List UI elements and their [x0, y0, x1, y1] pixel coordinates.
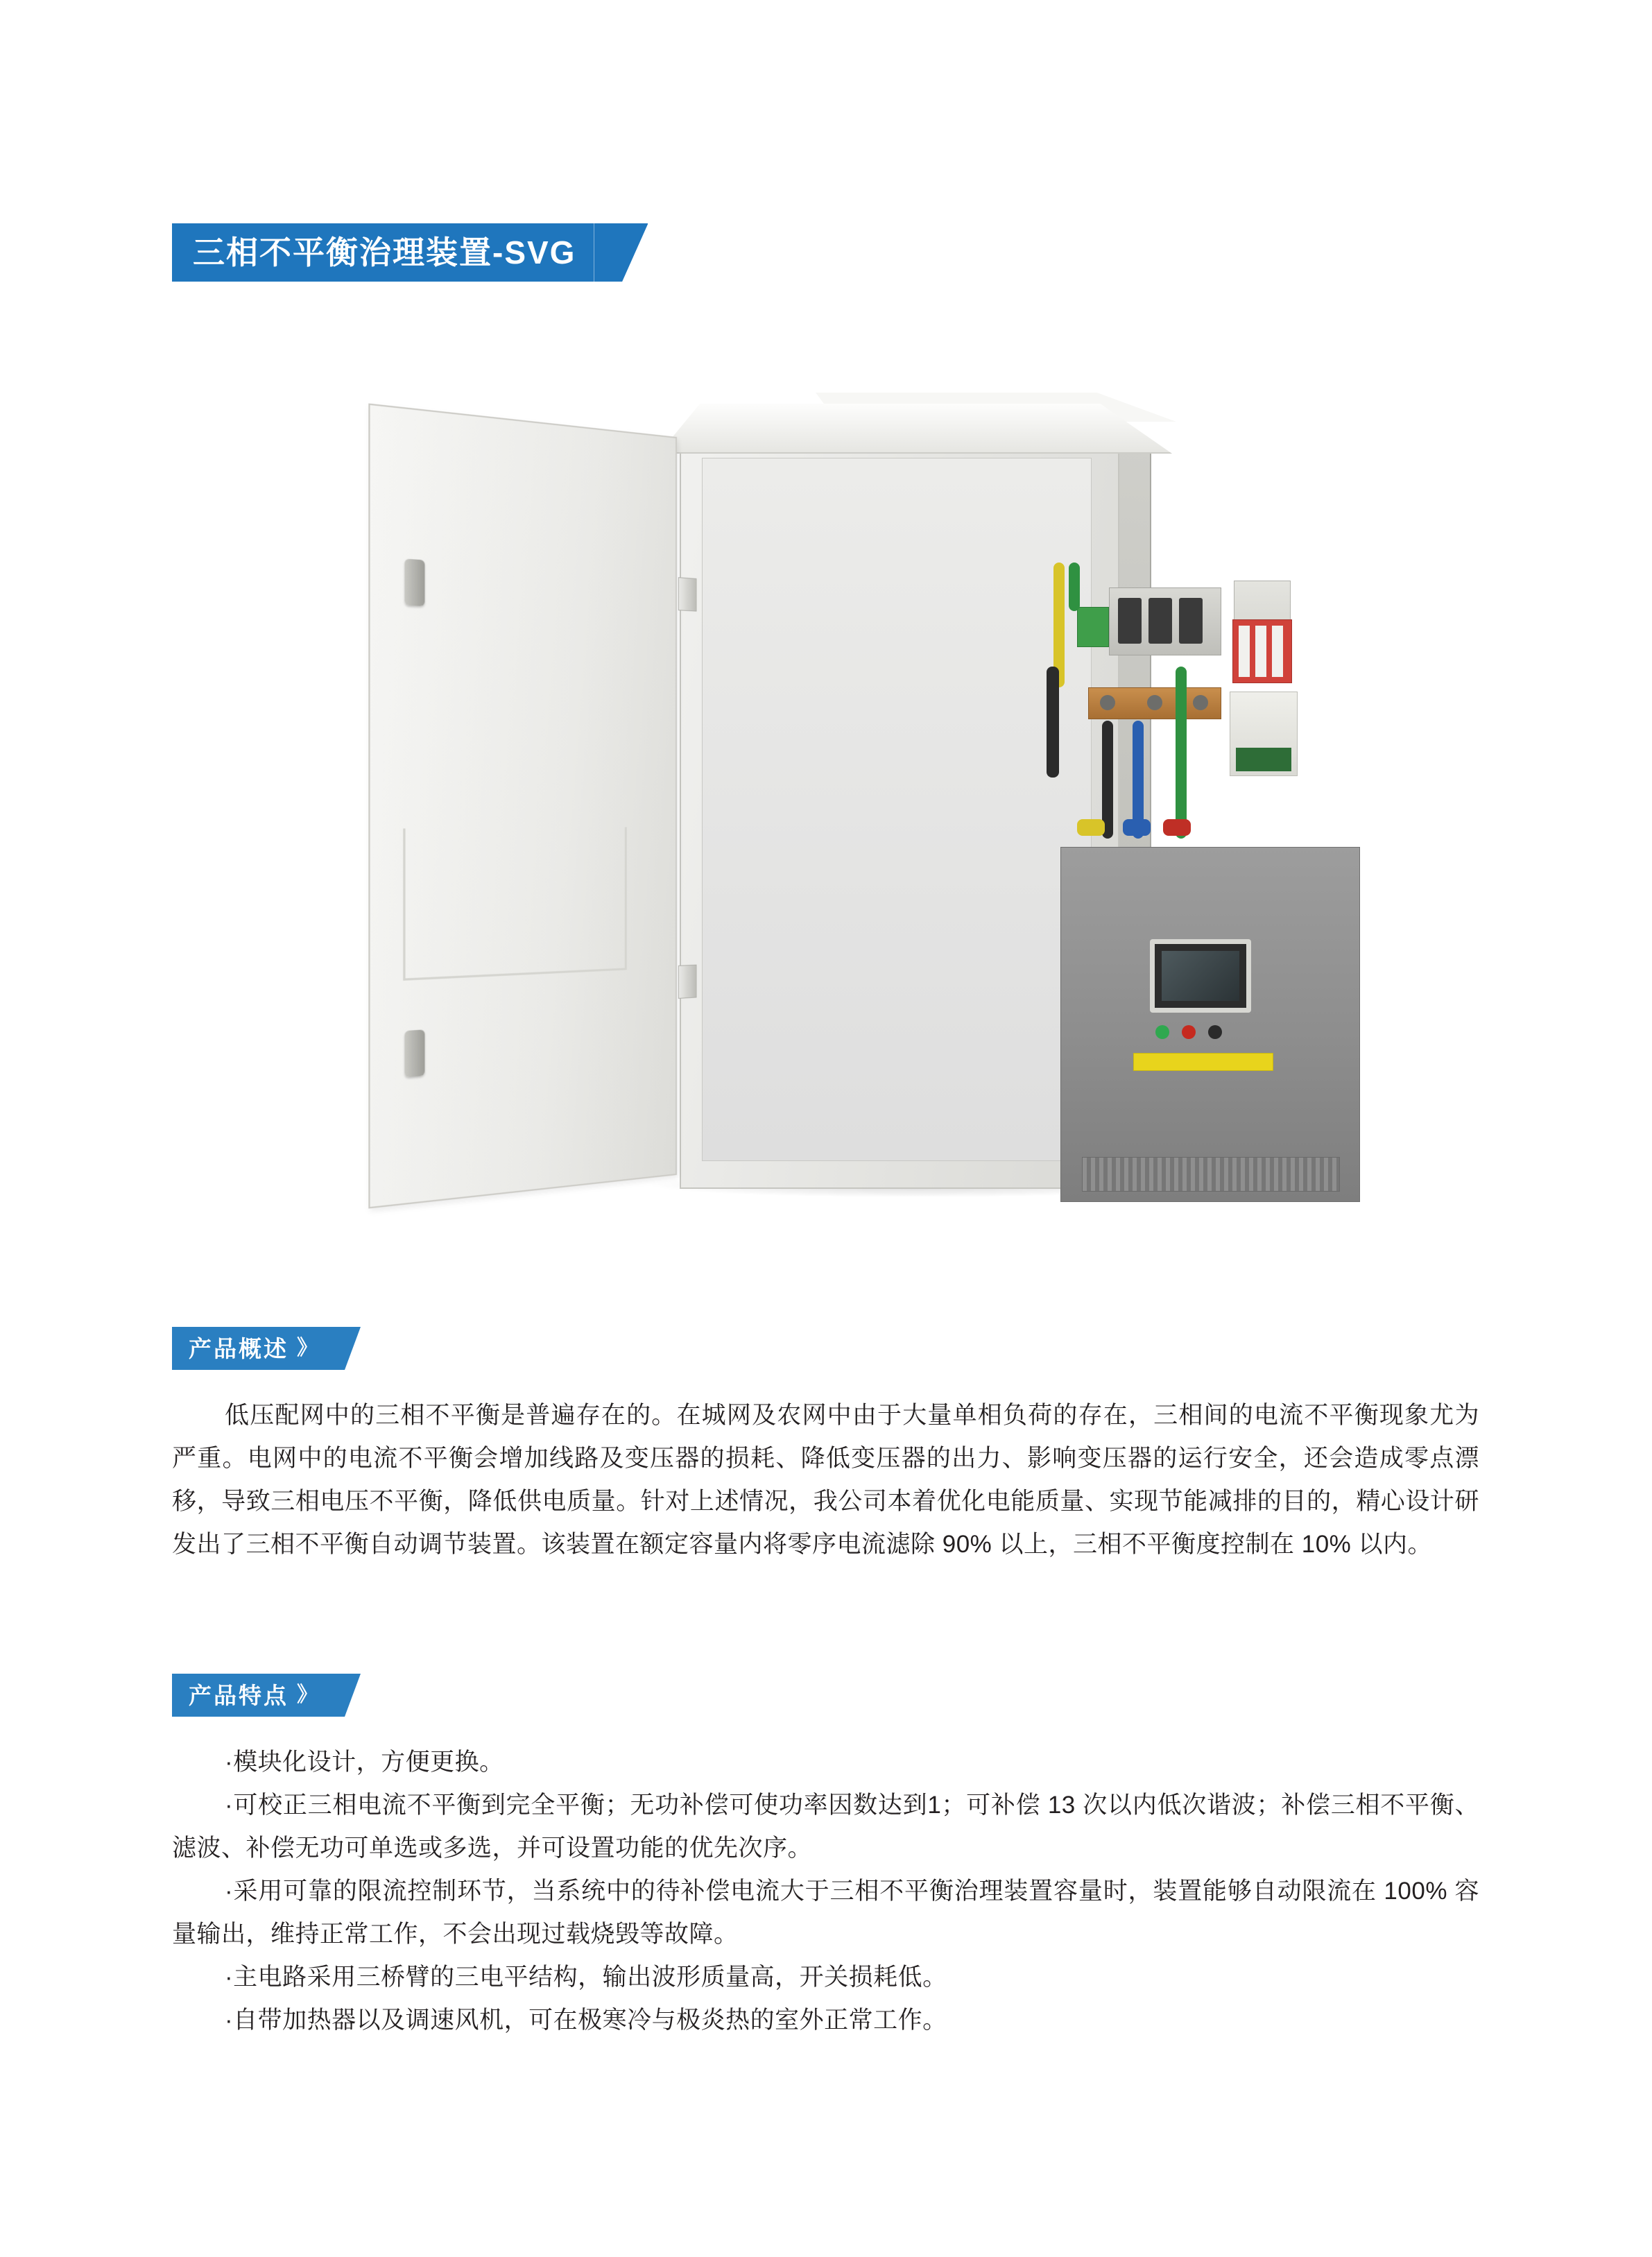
- cable-lug-yellow: [1077, 819, 1105, 836]
- indicator-green: [1155, 1025, 1169, 1039]
- page-title: 三相不平衡治理装置-SVG: [193, 234, 576, 271]
- features-heading-slant: [329, 1674, 361, 1717]
- module-button-row: [1155, 1025, 1222, 1039]
- cabinet-door: [368, 404, 677, 1209]
- list-item: ·自带加热器以及调速风机，可在极寒冷与极炎热的室外正常工作。: [225, 2007, 947, 2034]
- svg-power-module: [1060, 847, 1360, 1202]
- busbar-bolt: [1100, 695, 1115, 710]
- copper-busbar: [1088, 687, 1221, 719]
- list-item: ·可校正三相电流不平衡到完全平衡；无功补偿可使功率因数达到1；可补偿 13 次以内低次谐波；补偿三相不平衡、滤波、补偿无功可单选或多选，并可设置功能的优先次序。: [172, 1792, 1479, 1862]
- busbar-bolt: [1193, 695, 1208, 710]
- indicator-black: [1208, 1025, 1222, 1039]
- green-terminal-block: [1077, 607, 1109, 647]
- cable-green: [1069, 563, 1080, 611]
- breaker-pole: [1148, 598, 1172, 644]
- cable-black: [1047, 667, 1059, 778]
- cabinet-roof: [659, 404, 1172, 454]
- title-banner-slant: [594, 223, 648, 282]
- list-item: ·采用可靠的限流控制环节，当系统中的待补偿电流大于三相不平衡治理装置容量时，装置能够自动限流在 100% 容量输出，维持正常工作，不会出现过载烧毁等故障。: [172, 1878, 1479, 1948]
- list-item: ·主电路采用三桥臂的三电平结构，输出波形质量高，开关损耗低。: [225, 1964, 947, 1991]
- door-inner-panel: [403, 827, 627, 980]
- spd-module: [1255, 626, 1266, 677]
- overview-heading-slant: [329, 1327, 361, 1370]
- door-hinge: [678, 577, 697, 612]
- breaker-pole: [1179, 598, 1203, 644]
- section-heading-overview: [172, 1327, 361, 1370]
- spd-module: [1272, 626, 1283, 677]
- chevron-right-icon: 》: [297, 1683, 318, 1706]
- indicator-red: [1182, 1025, 1196, 1039]
- spd-module: [1239, 626, 1250, 677]
- features-heading-bar: [172, 1674, 329, 1717]
- breaker-assembly: [1109, 587, 1221, 655]
- pcb-board: [1236, 748, 1291, 771]
- ventilation-grille: [1082, 1157, 1340, 1192]
- cable-lug-blue: [1123, 819, 1151, 836]
- cable-lug-red: [1163, 819, 1191, 836]
- page-title-bar: [172, 223, 594, 282]
- hmi-display: [1150, 939, 1251, 1013]
- product-photo: [375, 361, 1276, 1276]
- door-hinge: [678, 965, 697, 999]
- door-handle-top: [404, 558, 424, 606]
- busbar-bolt: [1147, 695, 1162, 710]
- surge-protector: [1232, 619, 1292, 683]
- cable-green: [1176, 667, 1187, 839]
- door-handle-bottom: [404, 1029, 424, 1077]
- features-list: [172, 1741, 1479, 2042]
- cabinet-interior: [702, 458, 1092, 1161]
- list-item: ·模块化设计，方便更换。: [225, 1749, 504, 1776]
- overview-heading-label: 产品概述: [189, 1335, 289, 1362]
- warning-label: [1133, 1053, 1273, 1071]
- overview-paragraph: 低压配网中的三相不平衡是普遍存在的。在城网及农网中由于大量单相负荷的存在，三相间的电流不平衡现象尤为严重。电网中的电流不平衡会增加线路及变压器的损耗、降低变压器的出力、影响变压器的运行安全，还会造成零点漂移，导致三相电压不平衡，降低供电质量。针对上述情况，我公司本着优化电能质量、实现节能减排的目的，精心设计研发出了三相不平衡自动调节装置。该装置在额定容量内将零序电流滤除 90% 以上，三相不平衡度控制在 10% 以内。: [172, 1402, 1479, 1558]
- control-card: [1230, 692, 1298, 776]
- overview-heading-bar: [172, 1327, 329, 1370]
- breaker-pole: [1118, 598, 1142, 644]
- section-heading-features: [172, 1674, 361, 1717]
- chevron-right-icon: 》: [297, 1337, 318, 1359]
- features-heading-label: 产品特点: [189, 1682, 289, 1708]
- page-title-banner: [172, 223, 648, 282]
